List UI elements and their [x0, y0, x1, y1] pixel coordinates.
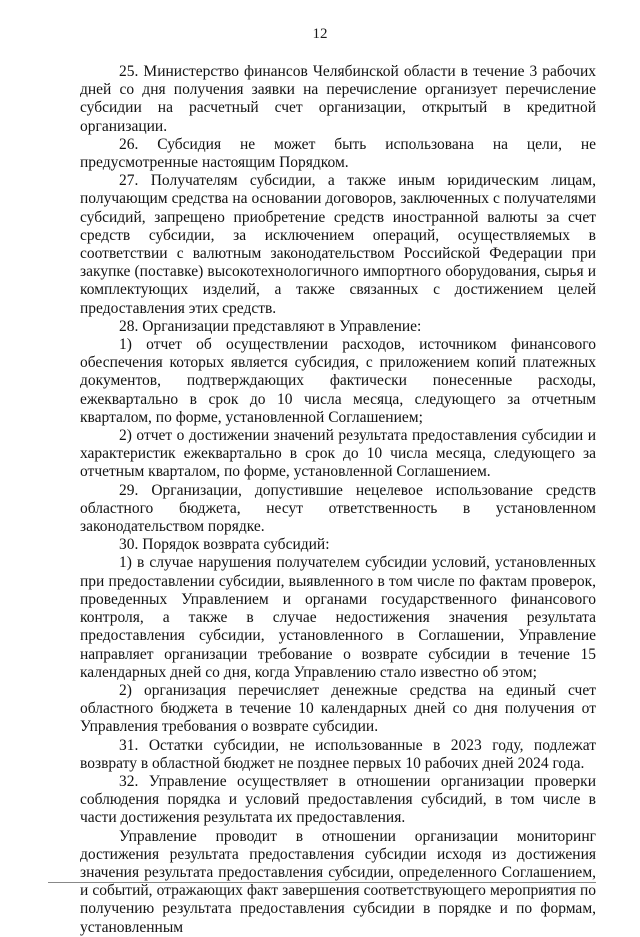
- paragraph-28: 28. Организации представляют в Управление:: [119, 317, 422, 335]
- paragraph-25: 25. Министерство финансов Челябинской области в течение 3 рабочих дней со дня получения заявки на перечисление организует перечисление субсидии на расчетный счет организации, открытый в кредитной организации.: [80, 63, 596, 135]
- paragraph-monitoring: Управление проводит в отношении организации мониторинг достижения результата предоставления субсидии исходя из достижения значения результата предоставления субсидии, определенного Соглашением, и событий, отражающих факт завершения соответствующего мероприятия по получению результата предоставления субсидии в порядке и по формам, установленным: [80, 827, 596, 936]
- paragraph-28-item-1: 1) отчет об осуществлении расходов, источником финансового обеспечения которых является субсидия, с приложением копий платежных документов, подтверждающих фактически понесенные расходы, ежеквартально в срок до 10 числа месяца, следующего за отчетным кварталом, по форме, установленной Соглашением;: [80, 336, 596, 426]
- paragraph-32: 32. Управление осуществляет в отношении организации проверки соблюдения порядка и условий предоставления субсидий, в том числе в части достижения результата их предоставления.: [80, 772, 596, 827]
- paragraph-28-item-2: 2) отчет о достижении значений результата предоставления субсидии и характеристик ежеквартально в срок до 10 числа месяца, следующего за отчетным кварталом, по форме, установленной Соглашением.: [80, 427, 596, 481]
- paragraph-30: 30. Порядок возврата субсидий:: [119, 536, 330, 554]
- page-number: 12: [312, 26, 328, 42]
- document-body: [80, 63, 596, 937]
- paragraph-30-item-1: 1) в случае нарушения получателем субсидии условий, установленных при предоставлении субсидии, выявленного в том числе по фактам проверок, проведенных Управлением и органами государственного финансового контроля, а также в случае недостижения значения результата предоставления субсидии, установленного в Соглашении, Управление направляет организации требование о возврате субсидии в течение 15 календарных дней со дня, когда Управлению стало известно об этом;: [80, 554, 596, 681]
- bottom-divider: [48, 882, 596, 883]
- paragraph-29: 29. Организации, допустившие нецелевое использование средств областного бюджета, несут ответственность в установленном законодательством порядке.: [80, 481, 596, 536]
- paragraph-27: 27. Получателям субсидии, а также иным юридическим лицам, получающим средства на основании договоров, заключенных с получателями субсидий, запрещено приобретение средств иностранной валюты за счет средств субсидии, за исключением операций, осуществляемых в соответствии с валютным законодательством Российской Федерации при закупке (поставке) высокотехнологичного импортного оборудования, сырья и комплектующих изделий, а также связанных с достижением целей предоставления этих средств.: [80, 172, 596, 317]
- paragraph-26: 26. Субсидия не может быть использована на цели, не предусмотренные настоящим Порядком.: [80, 135, 596, 172]
- paragraph-30-item-2: 2) организация перечисляет денежные средства на единый счет областного бюджета в течение 10 календарных дней со дня получения от Управления требования о возврате субсидии.: [80, 681, 596, 736]
- paragraph-31: 31. Остатки субсидии, не использованные в 2023 году, подлежат возврату в областной бюджет не позднее первых 10 рабочих дней 2024 года.: [80, 736, 596, 772]
